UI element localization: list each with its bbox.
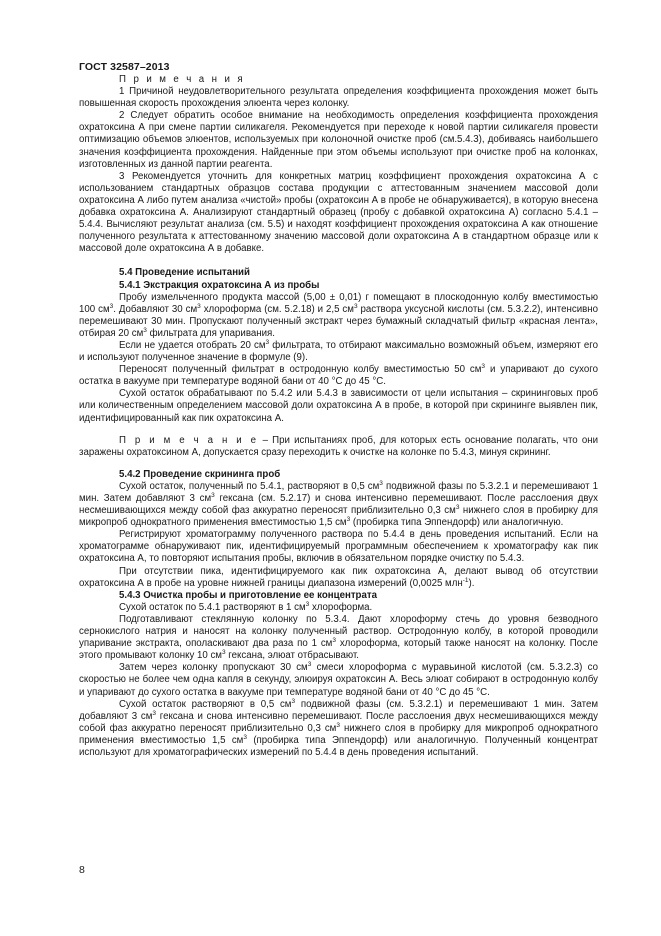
note-paragraph: 3 Рекомендуется уточнить для конкретных матриц коэффициент прохождения охратоксина А с использованием стандартных образцов состава продукции с аттестованным значением массовой доли охратоксина А либо путем анализа «чистой» пробы (охратоксин А в пробе не обнаруживается), в которую внесена добавка охратоксина А. Анализируют стандартный образец (пробу с добавкой охратоксина А) согласно 5.4.1 – 5.4.4. Вычисляют результат анализа (см. 5.5) и находят коэффициент прохождения охратоксина А как отношение полученного результата к аттестованному значению массовой доли охратоксина А в стандартном образце или к массовой доле охратоксина А в добавке. bbox=[79, 170, 598, 255]
body-paragraph: Переносят полученный фильтрат в остродонную колбу вместимостью 50 $см^3$ и упаривают до сухого остатка в вакууме при температуре водяной бани от 40 °С до 45 °С. bbox=[79, 362, 598, 388]
page-number: 8 bbox=[79, 864, 85, 876]
subsection-heading: 5.4.3 Очистка пробы и приготовление ее концентрата bbox=[119, 589, 377, 601]
body-paragraph: При отсутствии пика, идентифицируемого как пик охратоксина А, делают вывод об отсутствии охратоксина А в пробе на уровне нижней границы диапазона измерений (0,0025 млн$^{-1}$). bbox=[79, 565, 598, 589]
body-paragraph: Подготавливают стеклянную колонку по 5.3.4. Дают хлороформу стечь до уровня безводного сернокислого натрия и наносят на колонку полученный раствор. Остродонную колбу, в которой проводили упаривание экстракта, ополаскивают два раза по 1 $см^3$ хлороформа, который также наносят на колонку. После этого промывают колонку 10 $см^3$ гексана, элюат отбрасывают. bbox=[79, 613, 598, 662]
subsection-heading: 5.4.1 Экстракция охратоксина А из пробы bbox=[119, 279, 320, 291]
body-paragraph: Регистрируют хроматограмму полученного раствора по 5.4.4 в день проведения испытаний. Если на хроматограмме обнаруживают пик, идентифицируемый программным обеспечением к хроматографу как пик охратоксина А, то повторяют испытания пробы, включив в обязательном порядке очистку по 5.4.3. bbox=[79, 529, 598, 565]
standard-code: ГОСТ 32587–2013 bbox=[79, 61, 170, 73]
body-paragraph: Пробу измельченного продукта массой (5,00 ± 0,01) г помещают в плоскодонную колбу вместимостью 100 $см^3$. Добавляют 30 $см^3$ хлороформа (см. 5.2.18) и 2,5 $см^3$ раствора уксусной кислоты (см. 5.3.2.2), интенсивно перемешивают 30 мин. Пропускают полученный экстракт через бумажный складчатый фильтр «красная лента», отбирая 20 $см^3$ фильтрата для упаривания. bbox=[79, 291, 598, 339]
section-heading: 5.4 Проведение испытаний bbox=[119, 267, 250, 279]
note-paragraph: 2 Следует обратить особое внимание на необходимость определения коэффициента прохождения охратоксина А при смене партии силикагеля. Рекомендуется при переходе к новой партии силикагеля провести оптимизацию объемов элюентов, используемых при колоночной очистке проб (см.5.4.3), добиваясь наибольшего значения коэффициента прохождения. Найденные при этом объемы используют при очистке проб на колонках, изготовленных из данной партии реагента. bbox=[79, 110, 598, 170]
body-paragraph: Сухой остаток растворяют в 0,5 $см^3$ подвижной фазы (см. 5.3.2.1) и перемешивают 1 мин. Затем добавляют 3 $см^3$ гексана и снова интенсивно перемешивают. После расслоения двух несмешивающихся между собой фаз аккуратно переносят приблизительно 0,3 $см^3$ нижнего слоя в пробирку для микропроб однократного применения вместимостью 1,5 $см^3$ (пробирка типа Эппендорф) или аналогичную. Полученный концентрат используют для хроматографических измерений по 5.4.4 в день проведения испытаний. bbox=[79, 697, 599, 758]
note-paragraph: 1 Причиной неудовлетворительного результата определения коэффициента прохождения может быть повышенная скорость прохождения элюента через колонку. bbox=[79, 86, 598, 110]
body-paragraph: Сухой остаток, полученный по 5.4.1, растворяют в 0,5 $см^3$ подвижной фазы по 5.3.2.1 и перемешивают 1 мин. Затем добавляют 3 $см^3$ гексана (см. 5.2.17) и снова интенсивно перемешивают. После расслоения двух несмешивающихся между собой фаз аккуратно переносят приблизительно 0,3 $см^3$ нижнего слоя в пробирку для микропроб однократного применения вместимостью 1,5 $см^3$ (пробирка типа Эппендорф) или аналогичную. bbox=[79, 479, 598, 529]
subsection-heading: 5.4.2 Проведение скрининга проб bbox=[119, 468, 281, 480]
notes-title: П р и м е ч а н и я bbox=[119, 74, 246, 85]
body-paragraph: Сухой остаток обрабатывают по 5.4.2 или 5.4.3 в зависимости от цели испытания – скрининговых проб или количественным определением массовой доли охратоксина А в пробе, в которой при скрининге выявлен пик, идентифицированный как пик охратоксина А. bbox=[79, 388, 598, 424]
body-paragraph: Затем через колонку пропускают 30 $см^3$ смеси хлороформа с муравьиной кислотой (см. 5.3.2.3) со скоростью не более чем одна капля в секунду, элюируя охратоксин А. Весь элюат собирают в остродонную колбу и упаривают до сухого остатка в вакууме при температуре водяной бани от 40 °С до 45 °С. bbox=[79, 661, 598, 698]
document-body bbox=[79, 74, 598, 759]
body-paragraph: Если не удается отобрать 20 $см^3$ фильтрата, то отбирают максимально возможный объем, измеряют его и используют полученное значение в формуле (9). bbox=[79, 338, 598, 364]
note-paragraph: П р и м е ч а н и е – При испытаниях проб, для которых есть основание полагать, что они заражены охратоксином А, допускается сразу переходить к очистке на колонке по 5.4.3, минуя скрининг. bbox=[79, 434, 598, 458]
body-paragraph: Сухой остаток по 5.4.1 растворяют в 1 $см^3$ хлороформа. bbox=[119, 600, 373, 613]
